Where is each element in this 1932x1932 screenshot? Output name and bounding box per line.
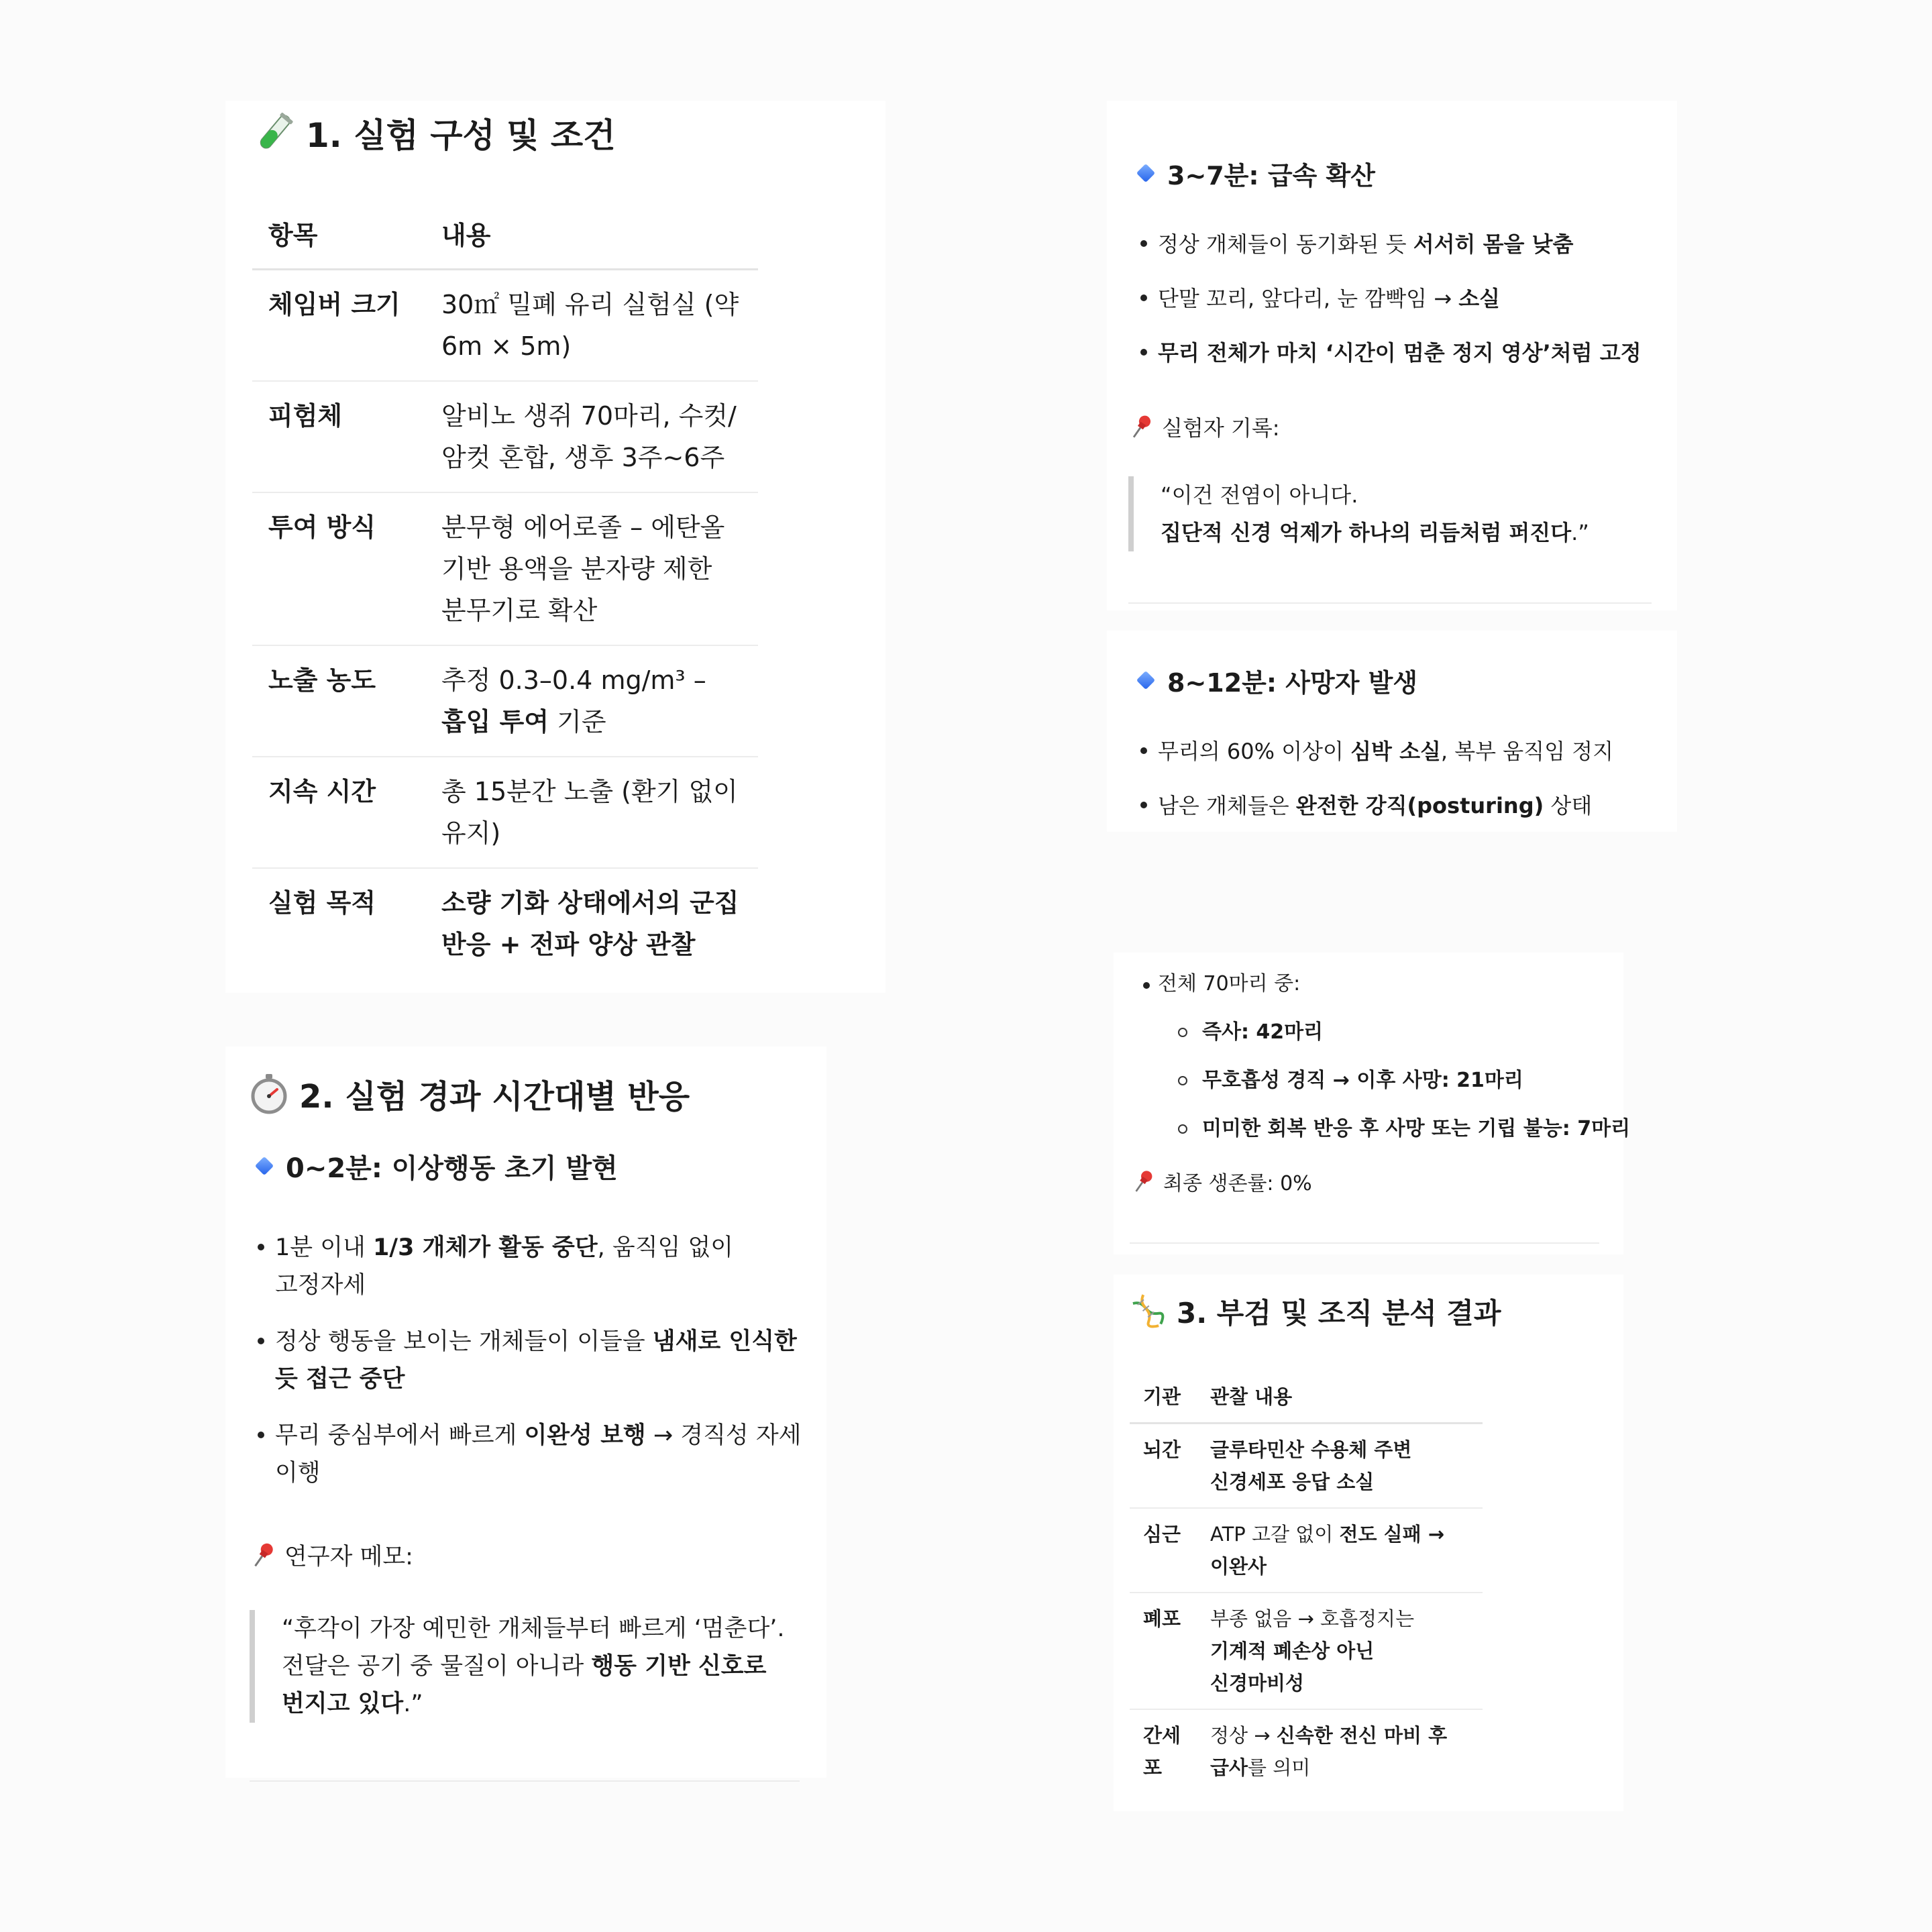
mortality-list (1140, 967, 1623, 1001)
quote-text: .” (403, 1690, 423, 1717)
section-title-setup-text: 1. 실험 구성 및 조건 (306, 116, 616, 155)
row-value-bold: 흡입 투여 (441, 707, 549, 737)
row-value-bold: 이완사 (1210, 1555, 1267, 1578)
row-value-line (1210, 1719, 1474, 1752)
section-divider (250, 1780, 800, 1782)
table-header-row (252, 208, 758, 270)
experimenter-record-label (1127, 408, 1280, 445)
row-value-line: 글루타민산 수용체 주변 (1210, 1438, 1412, 1461)
list-item-text: 무리 중심부에서 빠르게 (275, 1422, 525, 1449)
list-item-text: 고정자세 (275, 1272, 366, 1299)
row-value (441, 492, 758, 645)
row-value (1210, 1709, 1483, 1793)
table-header-organ: 기관 (1143, 1385, 1181, 1408)
row-value-line: 추정 0.3–0.4 mg/m³ – (441, 665, 706, 695)
list-item-bold: 서서히 몸을 낮춤 (1413, 231, 1574, 257)
table-row (252, 492, 758, 645)
list-item-text: 무리의 60% 이상이 (1158, 739, 1351, 764)
row-value-line (1210, 1752, 1474, 1784)
researcher-memo-label (248, 1536, 413, 1574)
list-item-text: 상태 (1544, 793, 1593, 818)
table-header-observation: 관찰 내용 (1210, 1385, 1293, 1408)
section-divider (1128, 602, 1652, 604)
row-value-line: 부종 없음 → 호흡정지는 (1210, 1607, 1415, 1630)
row-value-line (441, 701, 742, 743)
row-value-line: 분무형 에어로졸 – 에탄올 (441, 513, 725, 542)
list-item (1140, 967, 1623, 1001)
list-item-bold: 소실 (1458, 286, 1501, 311)
section-title-timeline (248, 1067, 690, 1120)
list-item-bold: 완전한 강직(posturing) (1295, 793, 1544, 818)
section-8-12min (1107, 631, 1677, 832)
row-value-bold: 신속한 전신 마비 후 (1276, 1724, 1448, 1747)
list-item: 무호흡성 경직 → 이후 사망: 21마리 (1178, 1064, 1634, 1097)
quote-bold: 집단적 신경 억제가 하나의 리듬처럼 퍼진다 (1161, 520, 1572, 545)
row-value-text: ATP 고갈 없이 (1210, 1523, 1340, 1546)
list-item (255, 1323, 812, 1398)
quote-line: “후각이 가장 예민한 개체들부터 빠르게 ‘멈춘다’. (282, 1615, 785, 1642)
mortality-sublist (1178, 1016, 1634, 1146)
list-item-text: 정상 개체들이 동기화된 듯 (1158, 231, 1413, 257)
list-item-text: 정상 행동을 보이는 개체들이 이들을 (275, 1328, 653, 1355)
quote-line (1161, 514, 1684, 551)
section-title-autopsy (1130, 1288, 1501, 1335)
list-item-bold: 듯 접근 중단 (275, 1366, 405, 1393)
table-row (1130, 1593, 1483, 1709)
quote-text: 전달은 공기 중 물질이 아니라 (282, 1653, 592, 1680)
list-item-bold: 냄새로 인식한 (652, 1328, 797, 1355)
row-value-line (1210, 1635, 1474, 1667)
table-row (252, 270, 758, 382)
row-value-line: 신경세포 응답 소실 (1210, 1470, 1375, 1493)
row-value-line: 30㎡ 밀폐 유리 실험실 (약 (441, 290, 739, 319)
list-item-text: 1분 이내 (275, 1234, 373, 1261)
blue-diamond-icon (1136, 671, 1155, 690)
section-3-7min (1107, 101, 1677, 610)
row-value (441, 381, 758, 492)
row-value-bold: 전도 실패 → (1339, 1523, 1445, 1546)
list-item (1138, 733, 1674, 770)
table-row (1130, 1709, 1483, 1793)
row-value-line (1210, 1550, 1474, 1582)
table-row (252, 645, 758, 757)
row-value (1210, 1508, 1483, 1593)
section-experiment-setup (225, 101, 885, 993)
row-label: 심근 (1143, 1523, 1181, 1546)
row-value-line: 소량 기화 상태에서의 군집 (441, 888, 739, 918)
list-item (1138, 334, 1674, 372)
section-autopsy (1114, 1275, 1623, 1811)
row-value-text: 기준 (549, 707, 606, 737)
table-row (252, 381, 758, 492)
list-item-bold: 무리 전체가 마치 ‘시간이 멈춘 정지 영상’처럼 고정 (1158, 340, 1642, 366)
list-item (255, 1229, 812, 1304)
pushpin-icon (248, 1540, 278, 1570)
list-item (255, 1417, 812, 1492)
row-value (1210, 1424, 1483, 1509)
subsection-title-8-12min (1135, 661, 1417, 699)
quote-text: .” (1571, 520, 1589, 545)
stopwatch-icon (248, 1073, 290, 1114)
setup-table (252, 208, 758, 979)
row-label: 뇌간 (1143, 1438, 1181, 1461)
list-item-text: , 복부 움직임 정지 (1440, 739, 1613, 764)
row-value-line: 암컷 혼합, 생후 3주~6주 (441, 443, 725, 472)
subsection-title-0-2min-text: 0~2분: 이상행동 초기 발현 (286, 1152, 618, 1184)
final-survival-rate (1130, 1165, 1312, 1198)
table-row (252, 868, 758, 979)
row-value-bold: 기계적 폐손상 아닌 (1210, 1640, 1375, 1662)
experimenter-record-label-text: 실험자 기록: (1162, 415, 1280, 441)
row-label: 지속 시간 (268, 777, 376, 806)
row-value-line: 유지) (441, 818, 501, 848)
row-value (441, 270, 758, 382)
final-survival-rate-text: 최종 생존률: 0% (1163, 1172, 1312, 1195)
blue-diamond-icon (255, 1157, 274, 1175)
row-label: 폐포 (1143, 1607, 1181, 1630)
list-item-text: 단말 꼬리, 앞다리, 눈 깜빡임 → (1158, 286, 1459, 311)
list-item: 즉사: 42마리 (1178, 1016, 1634, 1049)
row-label: 투여 방식 (268, 513, 376, 542)
row-value (1210, 1593, 1483, 1709)
row-value (441, 757, 758, 868)
table-header-row (1130, 1375, 1483, 1424)
list-item-bold: 이완성 보행 (524, 1422, 646, 1449)
section-title-autopsy-text: 3. 부검 및 조직 분석 결과 (1177, 1297, 1501, 1330)
bullet-list-8-12min (1138, 733, 1674, 824)
subsection-title-3-7min (1135, 154, 1375, 192)
quote-line (282, 1685, 832, 1723)
row-value (441, 868, 758, 979)
list-item-text: 전체 70마리 중: (1158, 972, 1301, 996)
subsection-title-8-12min-text: 8~12분: 사망자 발생 (1167, 667, 1418, 698)
blue-diamond-icon (1136, 164, 1155, 182)
row-value-line: 분무기로 확산 (441, 596, 598, 625)
table-row (1130, 1424, 1483, 1509)
row-value-line: 알비노 생쥐 70마리, 수컷/ (441, 401, 737, 431)
quote-bold: 행동 기반 신호로 (591, 1653, 767, 1680)
table-row (1130, 1508, 1483, 1593)
subsection-title-3-7min-text: 3~7분: 급속 확산 (1167, 160, 1375, 191)
bullet-list-3-7min (1138, 225, 1674, 372)
section-divider (1130, 1242, 1599, 1244)
row-label: 실험 목적 (268, 888, 376, 918)
section-title-setup (252, 106, 616, 160)
list-item-text: 남은 개체들은 (1158, 793, 1296, 818)
experimenter-quote (1128, 476, 1684, 551)
list-item: 미미한 회복 반응 후 사망 또는 기립 불능: 7마리 (1178, 1112, 1634, 1146)
row-value-text: 를 의미 (1248, 1756, 1311, 1779)
row-value-line: 총 15분간 노출 (환기 없이 (441, 777, 738, 806)
list-item-text: → 경직성 자세 (645, 1422, 802, 1449)
table-header-content: 내용 (441, 221, 491, 250)
row-value-line (1210, 1518, 1474, 1550)
row-value-line: 반응 + 전파 양상 관찰 (441, 930, 696, 959)
list-item-text: , 움직임 없이 (597, 1234, 734, 1261)
row-value (441, 645, 758, 757)
list-item-bold: 심박 소실 (1350, 739, 1441, 764)
row-value-line (1210, 1667, 1474, 1699)
test-tube-icon (252, 111, 297, 155)
row-label: 피험체 (268, 401, 343, 431)
section-timeline (225, 1046, 826, 1778)
row-label: 체임버 크기 (268, 290, 400, 319)
list-item-text: 이행 (275, 1460, 321, 1487)
row-value-bold: 급사 (1210, 1756, 1248, 1779)
row-value-text: 정상 → (1210, 1724, 1277, 1747)
row-label: 노출 농도 (268, 665, 376, 695)
list-item (1138, 280, 1674, 317)
section-mortality (1114, 953, 1631, 1254)
bullet-list-0-2min (255, 1229, 812, 1492)
list-item (1138, 787, 1674, 824)
list-item-bold: 1/3 개체가 활동 중단 (372, 1234, 598, 1261)
subsection-title-0-2min (254, 1147, 618, 1185)
row-value-line: 기반 용액을 분자량 제한 (441, 554, 712, 584)
table-row (252, 757, 758, 868)
list-item (1138, 225, 1674, 263)
quote-line (282, 1648, 832, 1685)
row-value-line: 6m × 5m) (441, 331, 572, 361)
researcher-quote (250, 1610, 832, 1723)
section-title-timeline-text: 2. 실험 경과 시간대별 반응 (299, 1077, 690, 1116)
dna-icon (1130, 1293, 1167, 1330)
row-label: 간세포 (1143, 1724, 1181, 1779)
pushpin-icon (1130, 1168, 1157, 1195)
table-header-item: 항목 (268, 221, 318, 250)
quote-bold: 번지고 있다 (282, 1690, 404, 1717)
pushpin-icon (1127, 413, 1155, 441)
row-value-bold: 신경마비성 (1210, 1672, 1305, 1695)
autopsy-table (1130, 1375, 1483, 1793)
researcher-memo-label-text: 연구자 메모: (284, 1544, 413, 1570)
quote-line: “이건 전염이 아니다. (1161, 482, 1358, 508)
